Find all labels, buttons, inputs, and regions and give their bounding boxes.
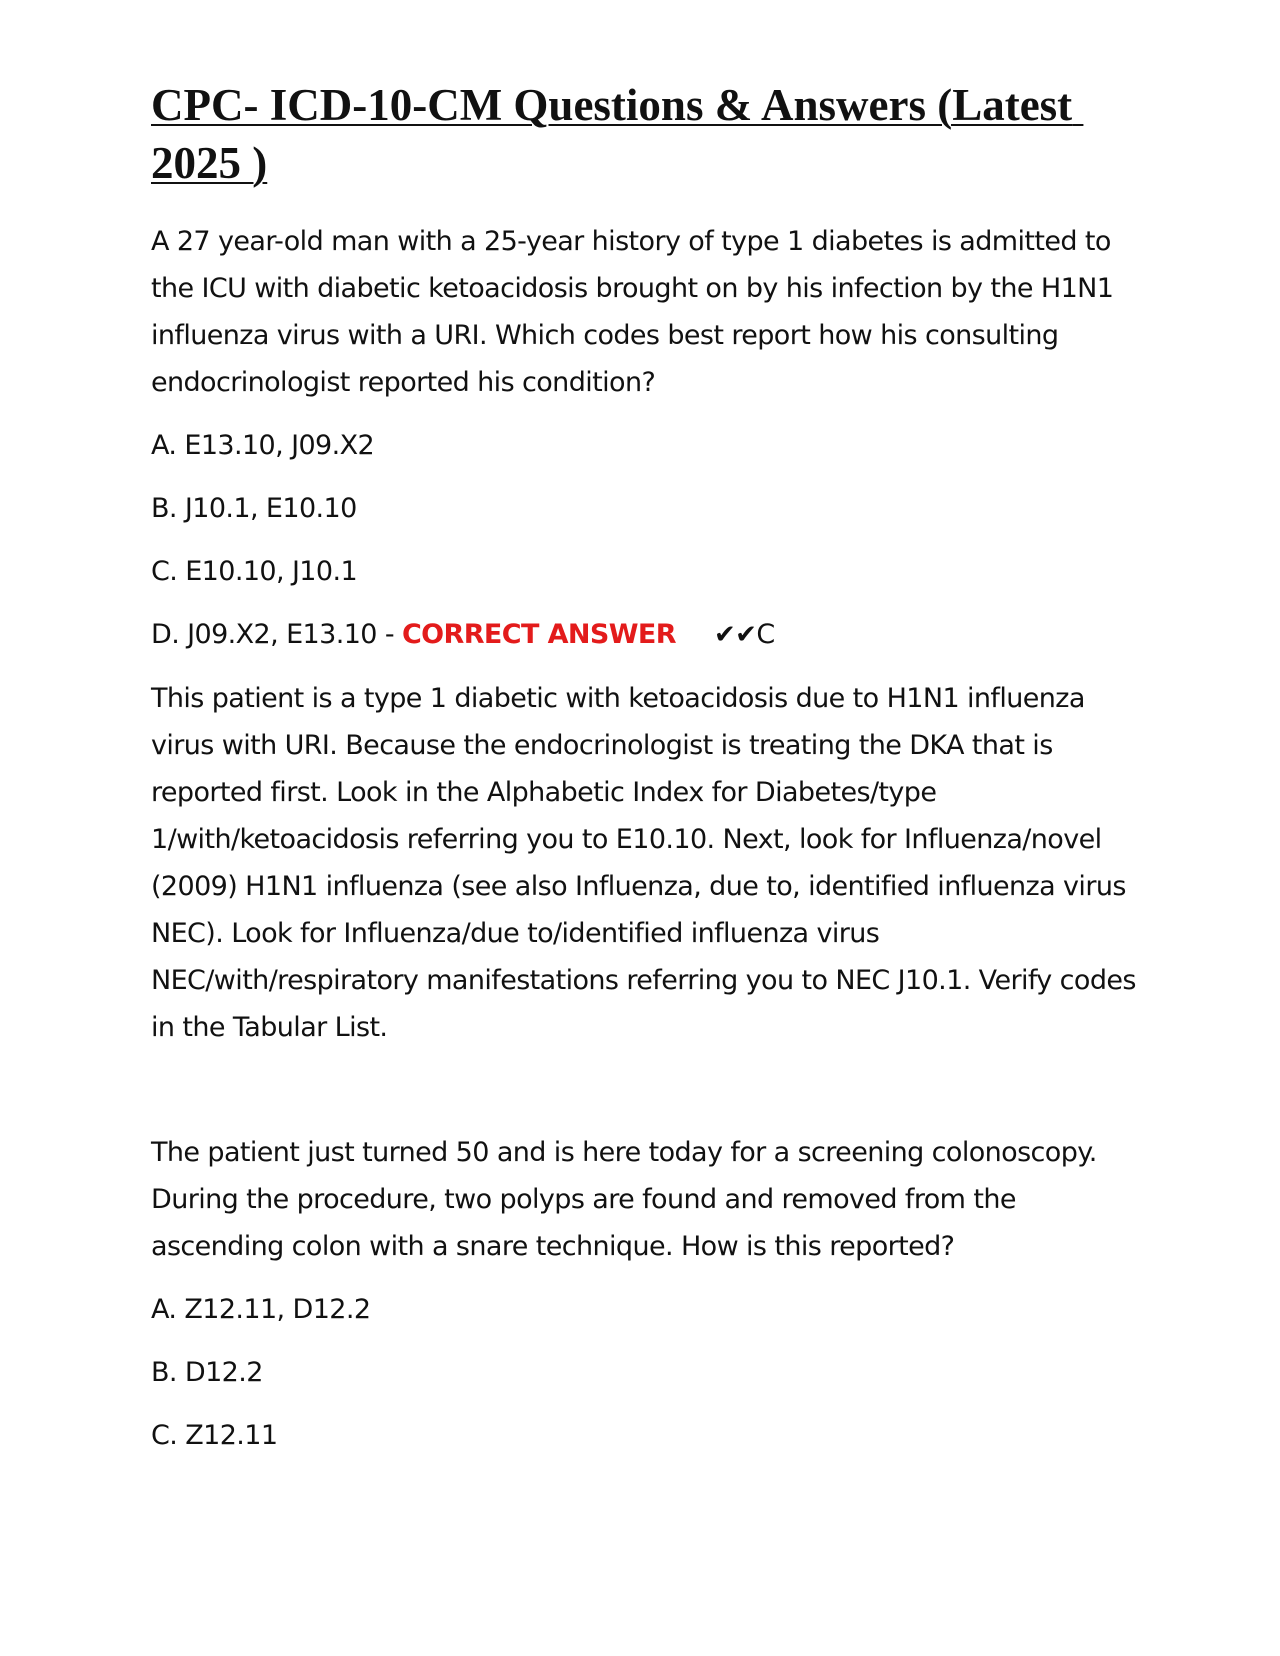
question-2-prompt: The patient just turned 50 and is here today for a screening colonoscopy. During the procedure, two polyps are found and removed from the ascending colon with a snare technique. How is this reported? bbox=[151, 1137, 1097, 1262]
question-1-option-b: B. J10.1, E10.10 bbox=[151, 493, 357, 524]
double-check-icon: ✔✔ bbox=[713, 620, 757, 650]
answer-indicator bbox=[714, 611, 775, 659]
question-2-option-c: C. Z12.11 bbox=[151, 1420, 278, 1451]
document-page bbox=[151, 76, 1141, 1459]
question-1-option-d: D. J09.X2, E13.10 - bbox=[151, 619, 402, 650]
correct-answer-label: CORRECT ANSWER bbox=[401, 619, 676, 650]
answer-letter: C bbox=[756, 619, 775, 650]
question-1-prompt: A 27 year-old man with a 25-year history of type 1 diabetes is admitted to the ICU with diabetic ketoacidosis brought on by his infection by the H1N1 influenza virus with a URI. Which codes best report how his consulting endocrinologist reported his condition? bbox=[151, 226, 1114, 398]
question-1 bbox=[151, 218, 1141, 1051]
question-1-explanation: This patient is a type 1 diabetic with ketoacidosis due to H1N1 influenza virus with URI. Because the endocrinologist is treating the DKA that is reported first. Look in the Alphabetic Index for Diabetes/type 1/with/ketoacidosis referring you to E10.10. Next, look for Influenza/novel (2009) H1N1 influenza (see also Influenza, due to, identified influenza virus NEC). Look for Influenza/due to/identified influenza virus NEC/with/respiratory manifestations referring you to NEC J10.1. Verify codes in the Tabular List. bbox=[151, 683, 1136, 1043]
question-2 bbox=[151, 1129, 1141, 1459]
document-title: CPC- ICD-10-CM Questions & Answers (Latest 2025 ) bbox=[151, 80, 1084, 188]
question-2-option-a: A. Z12.11, D12.2 bbox=[151, 1294, 371, 1325]
question-2-option-b: B. D12.2 bbox=[151, 1357, 263, 1388]
section-spacer bbox=[151, 1051, 1141, 1129]
question-1-option-d-row bbox=[151, 611, 1141, 659]
question-1-option-c: C. E10.10, J10.1 bbox=[151, 556, 358, 587]
question-1-option-a: A. E13.10, J09.X2 bbox=[151, 430, 375, 461]
